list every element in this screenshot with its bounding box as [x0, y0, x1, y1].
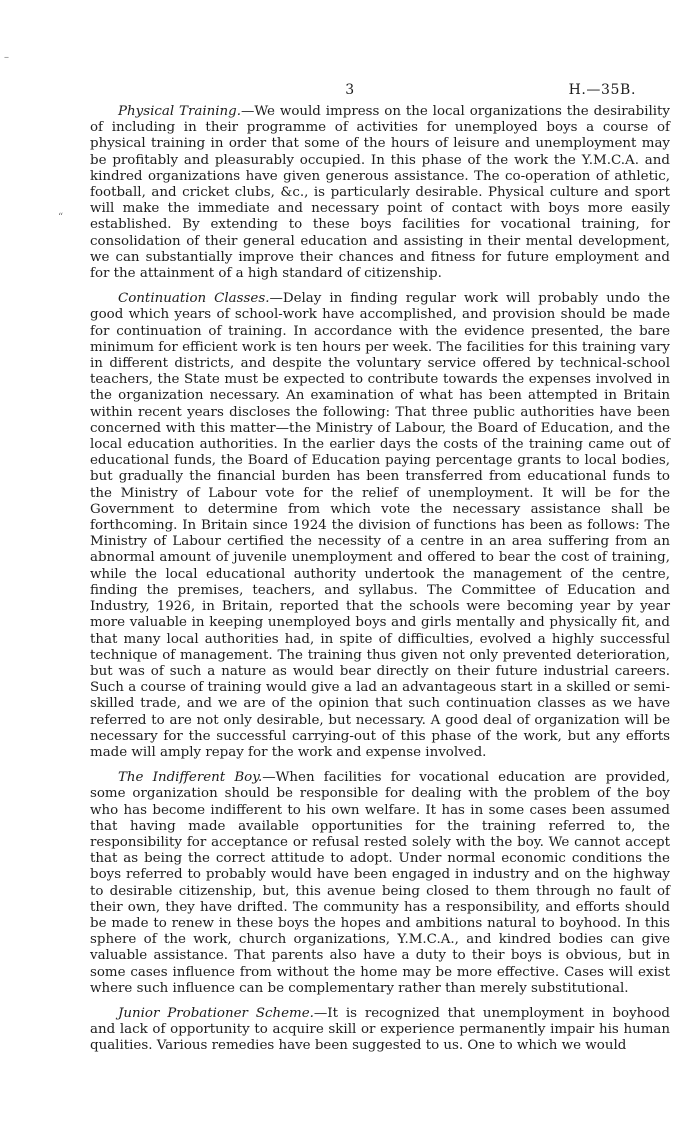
- document-reference: H.—35B.: [568, 82, 636, 98]
- paragraph-heading: Continuation Classes.: [118, 291, 270, 307]
- paragraph-junior-probationer: [90, 1006, 670, 1055]
- body-text: [90, 104, 670, 1064]
- margin-mark: “: [58, 212, 64, 223]
- paragraph-heading: Physical Training.: [118, 104, 241, 119]
- paragraph-continuation-classes: [90, 291, 670, 761]
- paragraph-text: —We would impress on the local organizations the desirability of including in their programme of activities for unemployed boys a course of physical training in order that some of the hours of leisure and unemployment may be profitably and pleasurably occupied. In this phase of the work the Y.M.C.A. and kindred organizations have given generous assistance. The co-operation of athletic, football, and cricket clubs, &c., is particularly desirable. Physical culture and sport will make the immediate and necessary point of contact with boys more easily established. By extending to these boys facilities for vocational training, for consolidation of their general education and assisting in their mental development, we can substantially improve their chances and fitness for future employment and for the attainment of a high standard of citizenship.: [90, 104, 670, 282]
- paragraph-text: —Delay in finding regular work will probably undo the good which years of school-work have accomplished, and provision should be made for continuation of training. In accordance with the evidence presented, the bare minimum for efficient work is ten hours per week. The facilities for this training vary in different districts, and despite the voluntary service offered by technical-school teachers, the State must be expected to contribute towards the expenses involved in the organization necessary. An examination of what has been attempted in Britain within recent years discloses the following: That three public authorities have been concerned with this matter—the Ministry of Labour, the Board of Education, and the local education authorities. In the earlier days the costs of the training came out of educational funds, the Board of Education paying percentage grants to local bodies, but gradually the financial burden has been transferred from educational funds to the Ministry of Labour vote for the relief of unemployment. It will be for the Government to determine from which vote the necessary assistance shall be forthcoming. In Britain since 1924 the division of functions has been as follows: The Ministry of Labour certified the necessity of a centre in an area suffering from an abnormal amount of juvenile unemployment and offered to bear the cost of training, while the local educational authority undertook the management of the centre, finding the premises, teachers, and syllabus. The Committee of Education and Industry, 1926, in Britain, reported that the schools were becoming year by year more valuable in keeping unemployed boys and girls mentally and physically fit, and that many local authorities had, in spite of difficulties, evolved a highly successful technique of management. The training thus given not only prevented deterioration, but was of such a nature as would bear directly on their future industrial careers. Such a course of training would give a lad an advantageous start in a skilled or semi-skilled trade, and we are of the opinion that such continuation classes as we have referred to are not only desirable, but necessary. A good deal of organization will be necessary for the successful carrying-out of this phase of the work, but any efforts made will amply repay for the work and expense involved.: [90, 291, 670, 760]
- margin-mark: –: [4, 52, 9, 63]
- page-number: 3: [345, 82, 355, 98]
- paragraph-indifferent-boy: [90, 770, 670, 997]
- paragraph-text: —When facilities for vocational education are provided, some organization should be responsible for dealing with the problem of the boy who has become indifferent to his own welfare. It has in some cases been assumed that having made available opportunities for the training referred to, the responsibility for acceptance or refusal rested solely with the boy. We cannot accept that as being the correct attitude to adopt. Under normal economic conditions the boys referred to probably would have been engaged in industry and on the highway to desirable citizenship, but, this avenue being closed to them through no fault of their own, they have drifted. The community has a responsibility, and efforts should be made to renew in these boys the hopes and ambitions natural to boyhood. In this sphere of the work, church organizations, Y.M.C.A., and kindred bodies can give valuable assistance. That parents also have a duty to their boys is obvious, but in some cases influence from without the home may be more effective. Cases will exist where such influence can be complementary rather than merely substitutional.: [90, 770, 670, 996]
- paragraph-heading: Junior Probationer Scheme.: [118, 1005, 314, 1021]
- paragraph-heading: The Indifferent Boy.: [118, 770, 263, 786]
- paragraph-text: —It is recognized that unemployment in boyhood and lack of opportunity to acquire skill or experience permanently impair his human qualities. Various remedies have been suggested to us. One to which we would: [90, 1005, 670, 1054]
- paragraph-physical-training: [90, 104, 670, 282]
